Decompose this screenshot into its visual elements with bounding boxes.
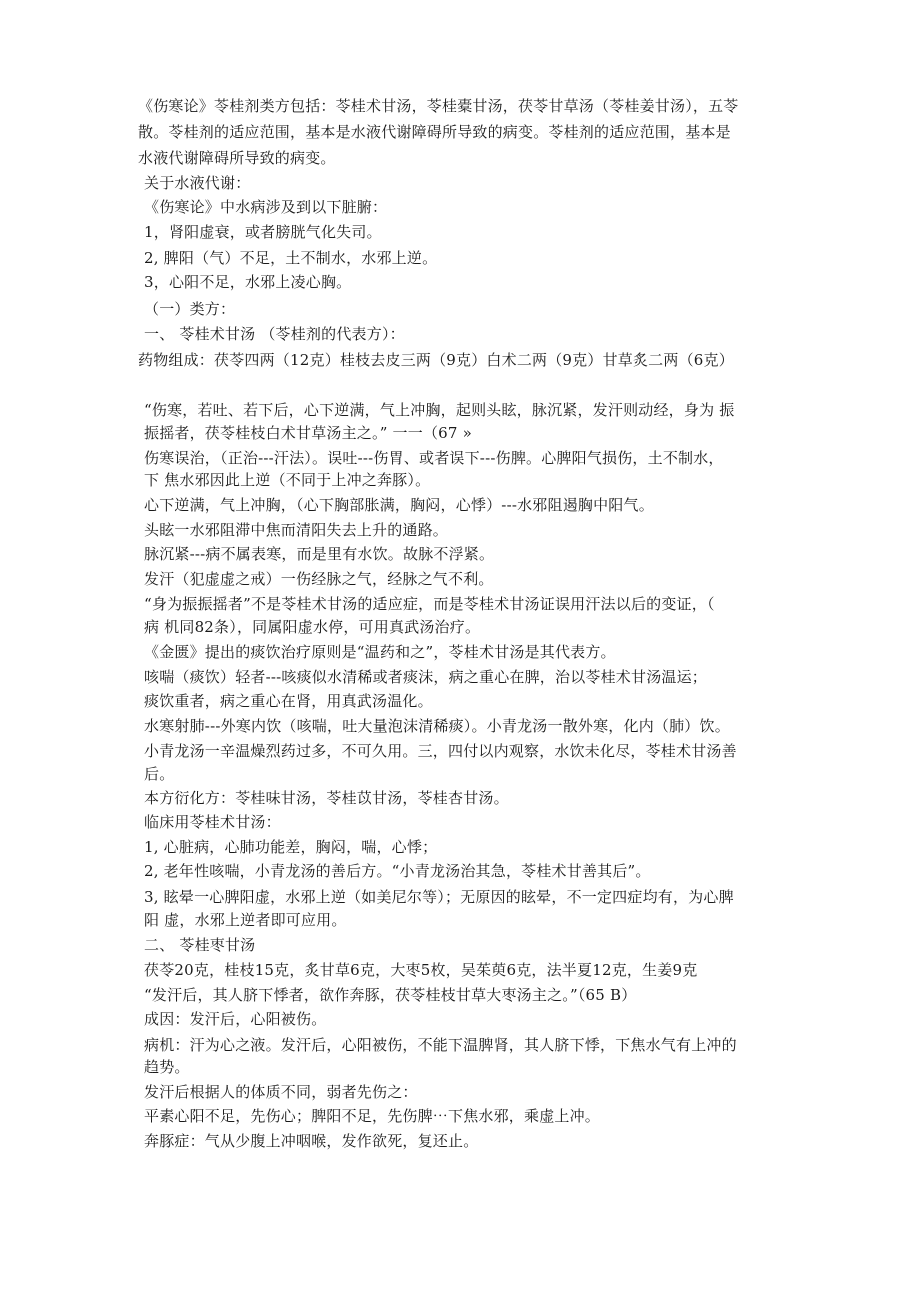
text-line: 成因：发汗后，心阳被伤。 (144, 1010, 327, 1028)
text-line: 平素心阳不足，先伤心；脾阳不足，先伤脾⋯下焦水邪，乘虚上冲。 (144, 1107, 601, 1125)
text-line: 药物组成：茯苓四两（12克）桂枝去皮三两（9克）白术二两（9克）甘草炙二两（6克） (138, 351, 734, 369)
text-line: （一）类方： (144, 300, 236, 318)
text-line: 病机：汗为心之液。发汗后，心阳被伤，不能下温脾肾，其人脐下悸，下焦水气有上冲的 (144, 1036, 737, 1054)
text-line: 趋势。 (144, 1058, 190, 1076)
text-line: 1, 心脏病，心肺功能差，胸闷，喘，心悸； (144, 838, 438, 856)
text-line: 心下逆满，气上冲胸，（心下胸部胀满，胸闷，心悸）---水邪阻遏胸中阳气。 (144, 496, 654, 514)
text-line: 水液代谢障碍所导致的病变。 (138, 149, 336, 167)
text-line: 2, 老年性咳喘，小青龙汤的善后方。“小青龙汤治其急，苓桂术甘善其后”。 (144, 862, 651, 880)
text-line: 下 焦水邪因此上逆（不同于上冲之奔豚）。 (144, 471, 431, 489)
text-line: “身为振振摇者”不是苓桂术甘汤的适应症，而是苓桂术甘汤证误用汗法以后的变证，（ (144, 595, 715, 613)
text-line: 小青龙汤一辛温燥烈药过多，不可久用。三，四付以内观察，水饮未化尽，苓桂术甘汤善 (144, 742, 737, 760)
text-line: 3, 眩晕一心脾阳虚，水邪上逆（如美尼尔等）；无原因的眩晕，不一定四症均有，为心脾 (144, 888, 734, 906)
text-line: 振摇者，茯苓桂枝白术甘草汤主之。” 一一（67 » (144, 424, 472, 442)
text-line: 临床用苓桂术甘汤： (144, 813, 281, 831)
text-line: “发汗后，其人脐下悸者，欲作奔豚，茯苓桂枝甘草大枣汤主之。”（65 B） (144, 986, 637, 1004)
text-line: 咳喘（痰饮）轻者---咳痰似水清稀或者痰沫，病之重心在脾，治以苓桂术甘汤温运； (144, 668, 708, 686)
text-line: “伤寒，若吐、若下后，心下逆满，气上冲胸，起则头眩，脉沉紧，发汗则动经，身为 振 (144, 401, 735, 419)
text-line: 头眩一水邪阻滞中焦而清阳失去上升的通路。 (144, 521, 449, 539)
text-line: 本方衍化方：苓桂味甘汤，苓桂苡甘汤，苓桂杏甘汤。 (144, 789, 509, 807)
text-line: 后。 (144, 765, 175, 783)
text-line: 发汗（犯虚虚之戒）一伤经脉之气，经脉之气不利。 (144, 570, 494, 588)
text-line: 水寒射肺---外寒内饮（咳喘，吐大量泡沫清稀痰）。小青龙汤一散外寒，化内（肺）饮。 (144, 717, 730, 735)
text-line: 关于水液代谢： (144, 174, 251, 192)
text-line: 2, 脾阳（气）不足，土不制水，水邪上逆。 (144, 249, 438, 267)
text-line: 奔豚症：气从少腹上冲咽喉，发作欲死，复还止。 (144, 1132, 479, 1150)
text-line: 痰饮重者，病之重心在肾，用真武汤温化。 (144, 692, 433, 710)
section-heading: 二、 苓桂枣甘汤 (144, 936, 256, 954)
text-line: 发汗后根据人的体质不同，弱者先伤之： (144, 1083, 418, 1101)
text-line: 3，心阳不足，水邪上凌心胸。 (144, 273, 352, 291)
text-line: 病 机同82条），同属阳虚水停，可用真武汤治疗。 (144, 618, 481, 636)
text-line: 伤寒误治，（正治---汗法）。误吐---伤胃、或者误下---伤脾。心脾阳气损伤，土不制水， (144, 449, 724, 467)
text-line: 茯苓20克，桂枝15克，炙甘草6克，大枣5枚，吴茱萸6克，法半夏12克，生姜9克 (144, 961, 698, 979)
text-line: 阳 虚，水邪上逆者即可应用。 (144, 911, 347, 929)
text-line: 1，肾阳虚衰，或者膀胱气化失司。 (144, 223, 382, 241)
text-line: 《伤寒论》中水病涉及到以下脏腑： (144, 198, 388, 216)
section-heading: 一、 苓桂术甘汤 （苓桂剂的代表方）： (144, 325, 405, 343)
text-line: 《金匮》提出的痰饮治疗原则是“温药和之”，苓桂术甘汤是其代表方。 (144, 643, 616, 661)
text-line: 脉沉紧---病不属表寒，而是里有水饮。故脉不浮紧。 (144, 545, 495, 563)
text-line: 散。苓桂剂的适应范围，基本是水液代谢障碍所导致的病变。苓桂剂的适应范围，基本是 (138, 123, 731, 141)
text-line: 《伤寒论》苓桂剂类方包括：苓桂术甘汤，苓桂橐甘汤，茯苓甘草汤（苓桂姜甘汤），五苓 (138, 97, 739, 115)
